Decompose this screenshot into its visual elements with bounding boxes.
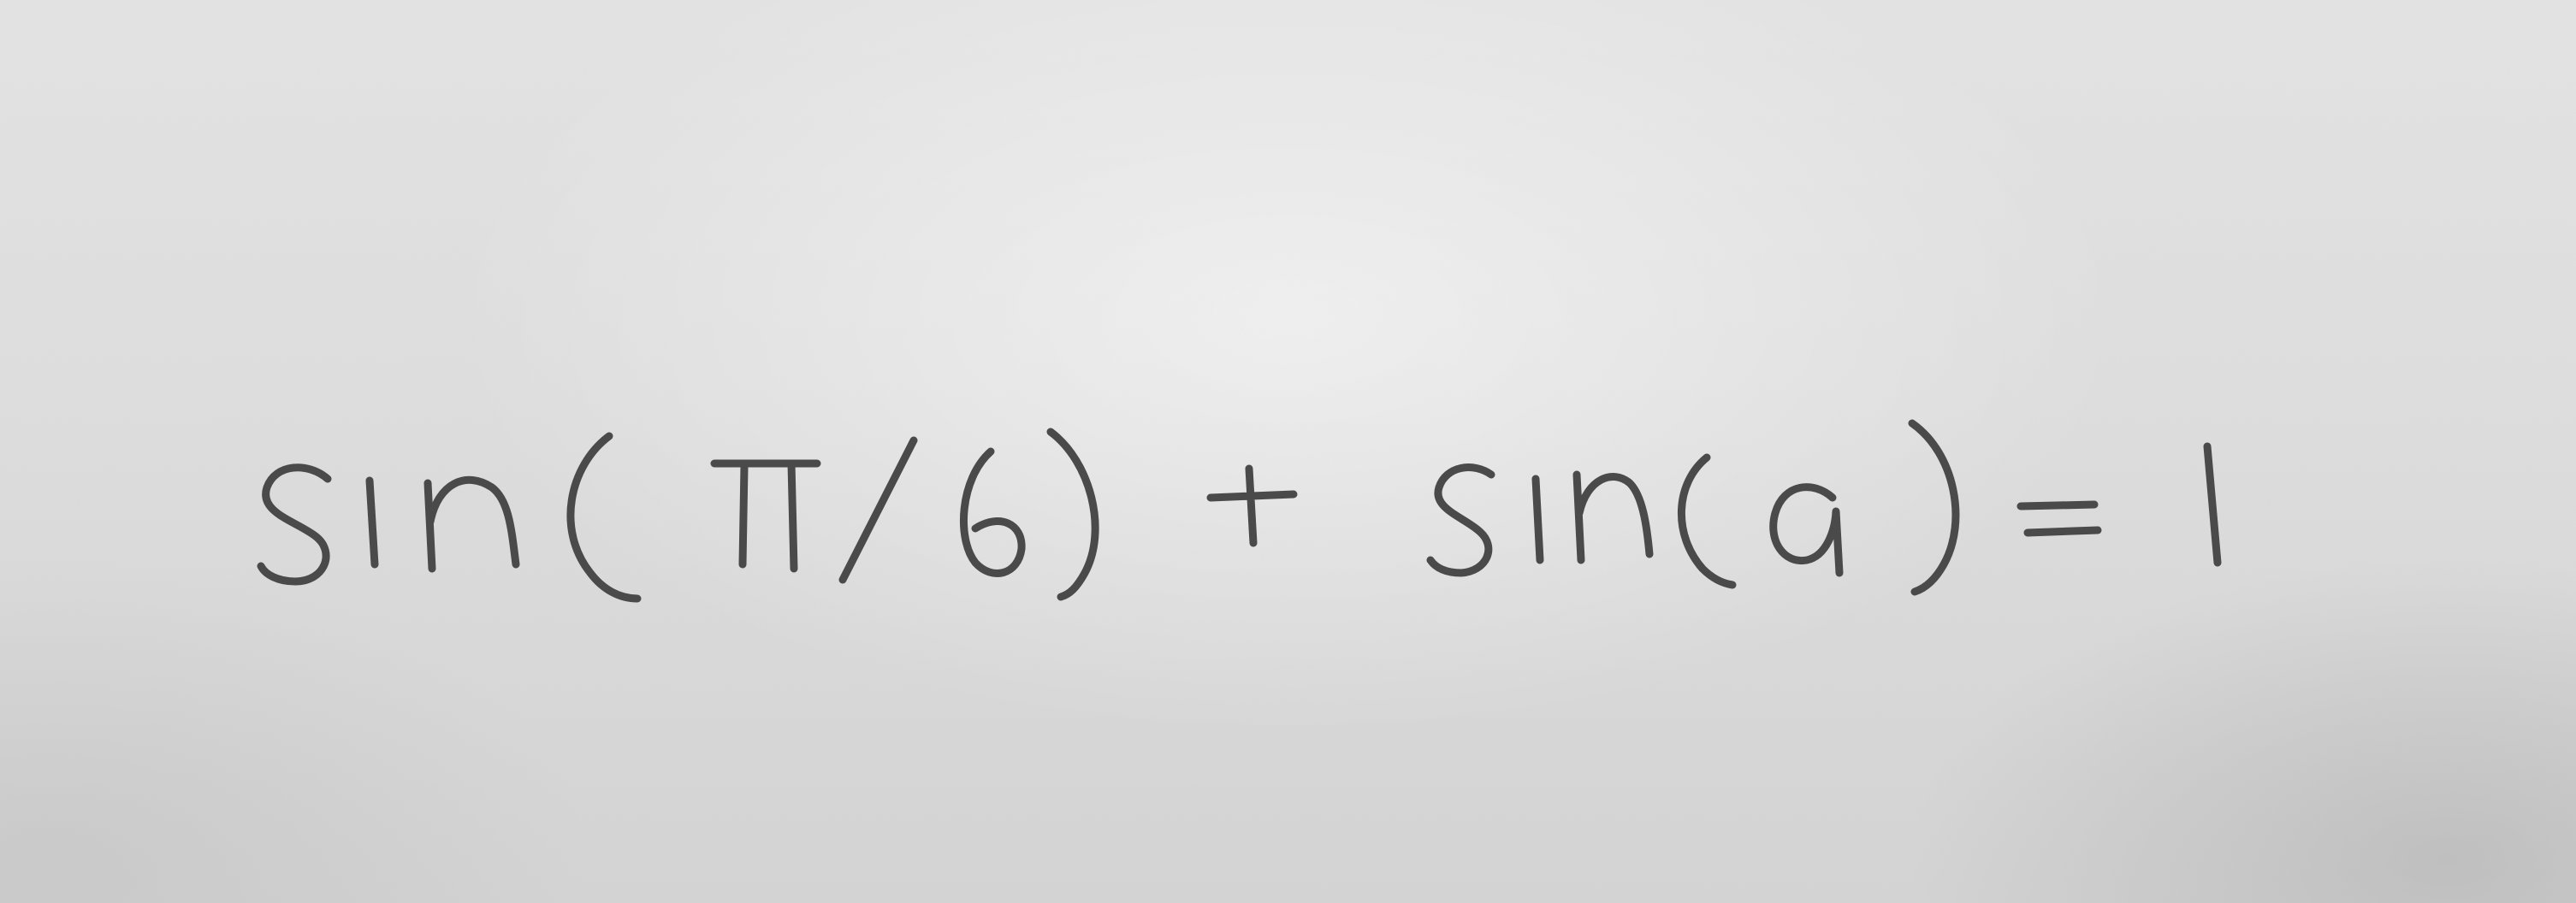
equation-text (257, 445, 2224, 593)
